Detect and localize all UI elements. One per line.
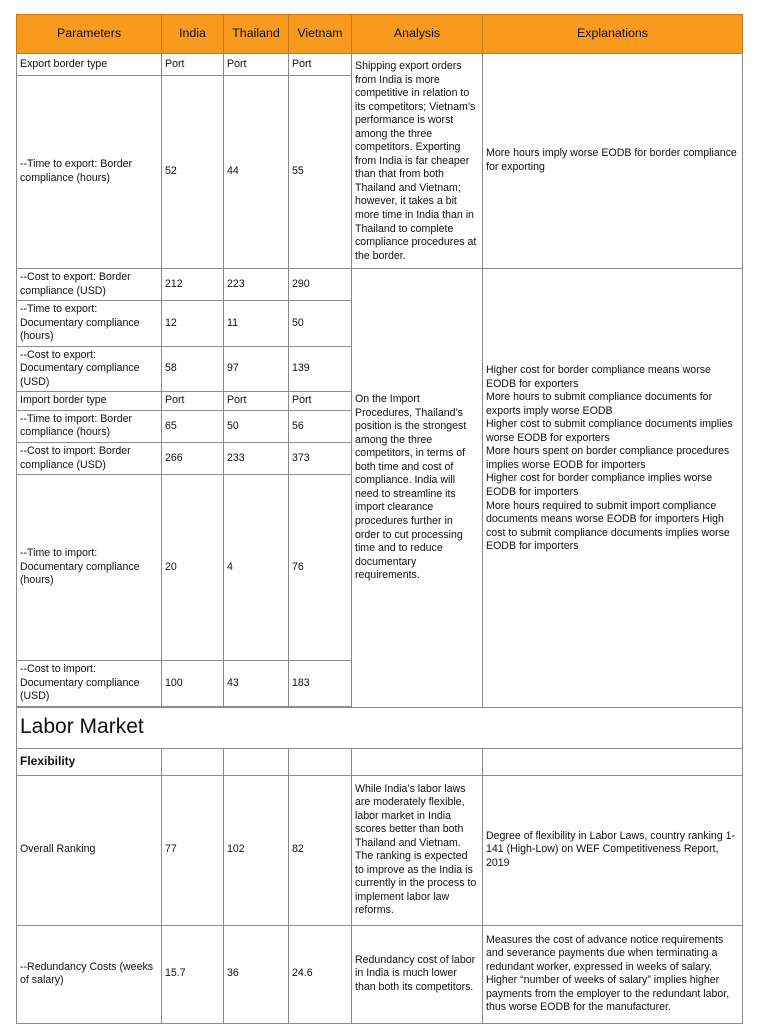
thailand-cell: 102: [224, 775, 289, 925]
vietnam-cell: 76: [289, 475, 352, 661]
table-row: [17, 54, 743, 76]
subsection-title-row: [17, 748, 743, 775]
analysis-cell: Shipping export orders from India is more competitive in relation to its competitors; Vietnam’s performance is worst among the three competitors. Exporting from India is far cheaper than that from both Thailand and Vietnam; however, it takes a bit more time in India than in Thailand to complete compliance procedures at the border.: [352, 54, 483, 269]
thailand-cell: Port: [224, 392, 289, 411]
table-row: [17, 269, 743, 301]
vietnam-cell: 50: [289, 301, 352, 347]
thailand-cell: Port: [224, 54, 289, 76]
param-cell: --Cost to export: Border compliance (USD): [17, 269, 162, 301]
table-row: [17, 925, 743, 1023]
param-cell: --Cost to export: Documentary compliance (USD): [17, 346, 162, 392]
india-cell: 52: [162, 76, 224, 269]
param-cell: --Redundancy Costs (weeks of salary): [17, 925, 162, 1023]
thailand-cell: 50: [224, 410, 289, 442]
thailand-cell: 44: [224, 76, 289, 269]
thailand-cell: 36: [224, 925, 289, 1023]
vietnam-cell: 82: [289, 775, 352, 925]
header-thailand: Thailand: [224, 15, 289, 54]
param-cell: --Time to export: Border compliance (hours): [17, 76, 162, 269]
param-cell: --Cost to import: Border compliance (USD): [17, 443, 162, 475]
section-title-row: [17, 707, 743, 748]
thailand-cell: 4: [224, 475, 289, 661]
param-cell: --Time to import: Documentary compliance (hours): [17, 475, 162, 661]
thailand-cell: 43: [224, 661, 289, 707]
header-row: [17, 15, 743, 54]
india-cell: 15.7: [162, 925, 224, 1023]
india-cell: 77: [162, 775, 224, 925]
header-vietnam: Vietnam: [289, 15, 352, 54]
explanation-cell: Degree of flexibility in Labor Laws, country ranking 1-141 (High-Low) on WEF Competitiveness Report, 2019: [483, 775, 743, 925]
thailand-cell: 233: [224, 443, 289, 475]
india-cell: 58: [162, 346, 224, 392]
section-title: Labor Market: [17, 707, 743, 748]
vietnam-cell: 373: [289, 443, 352, 475]
india-cell: 20: [162, 475, 224, 661]
india-cell: 65: [162, 410, 224, 442]
india-cell: 12: [162, 301, 224, 347]
india-cell: Port: [162, 54, 224, 76]
thailand-cell: 97: [224, 346, 289, 392]
vietnam-cell: 24.6: [289, 925, 352, 1023]
comparison-table: [16, 14, 743, 1024]
param-cell: --Cost to import: Documentary compliance (USD): [17, 661, 162, 707]
india-cell: 266: [162, 443, 224, 475]
table-row: [17, 775, 743, 925]
param-cell: Export border type: [17, 54, 162, 76]
vietnam-cell: 183: [289, 661, 352, 707]
explanation-cell: More hours imply worse EODB for border compliance for exporting: [483, 54, 743, 269]
analysis-cell: While India’s labor laws are moderately flexible, labor market in India scores better than both Thailand and Vietnam. The ranking is expected to improve as the India is currently in the process to implement labor law reforms.: [352, 775, 483, 925]
vietnam-cell: Port: [289, 392, 352, 411]
param-cell: --Time to export: Documentary compliance (hours): [17, 301, 162, 347]
analysis-cell: Redundancy cost of labor in India is much lower than both its competitors.: [352, 925, 483, 1023]
india-cell: Port: [162, 392, 224, 411]
header-analysis: Analysis: [352, 15, 483, 54]
param-cell: Import border type: [17, 392, 162, 411]
thailand-cell: 11: [224, 301, 289, 347]
explanation-text: Higher cost for border compliance means worse EODB for exporters More hours to submit compliance documents for exports imply worse EODB Higher cost to submit compliance documents implies worse EODB for exporters More hours spent on border compliance procedures implies worse EODB for importers Higher cost for border compliance implies worse EODB for importers More hours required to submit import compliance documents means worse EODB for importers High cost to submit compliance documents implies worse EODB for importers: [486, 364, 733, 553]
vietnam-cell: 55: [289, 76, 352, 269]
india-cell: 212: [162, 269, 224, 301]
analysis-cell: On the Import Procedures, Thailand’s position is the strongest among the three competitors, in terms of both time and cost of compliance. India will need to streamline its import clearance procedures further in order to cut processing time and to reduce documentary requirements.: [352, 269, 483, 708]
explanation-cell: [483, 269, 743, 708]
header-india: India: [162, 15, 224, 54]
param-cell: --Time to import: Border compliance (hours): [17, 410, 162, 442]
vietnam-cell: 139: [289, 346, 352, 392]
vietnam-cell: 290: [289, 269, 352, 301]
header-explanations: Explanations: [483, 15, 743, 54]
param-cell: Overall Ranking: [17, 775, 162, 925]
vietnam-cell: Port: [289, 54, 352, 76]
subsection-title: Flexibility: [17, 748, 162, 775]
india-cell: 100: [162, 661, 224, 707]
explanation-cell: Measures the cost of advance notice requirements and severance payments due when terminating a redundant worker, expressed in weeks of salary. Higher “number of weeks of salary” implies higher payments from the employer to the redundant labor, thus worse EODB for the manufacturer.: [483, 925, 743, 1023]
vietnam-cell: 56: [289, 410, 352, 442]
thailand-cell: 223: [224, 269, 289, 301]
header-parameters: Parameters: [17, 15, 162, 54]
